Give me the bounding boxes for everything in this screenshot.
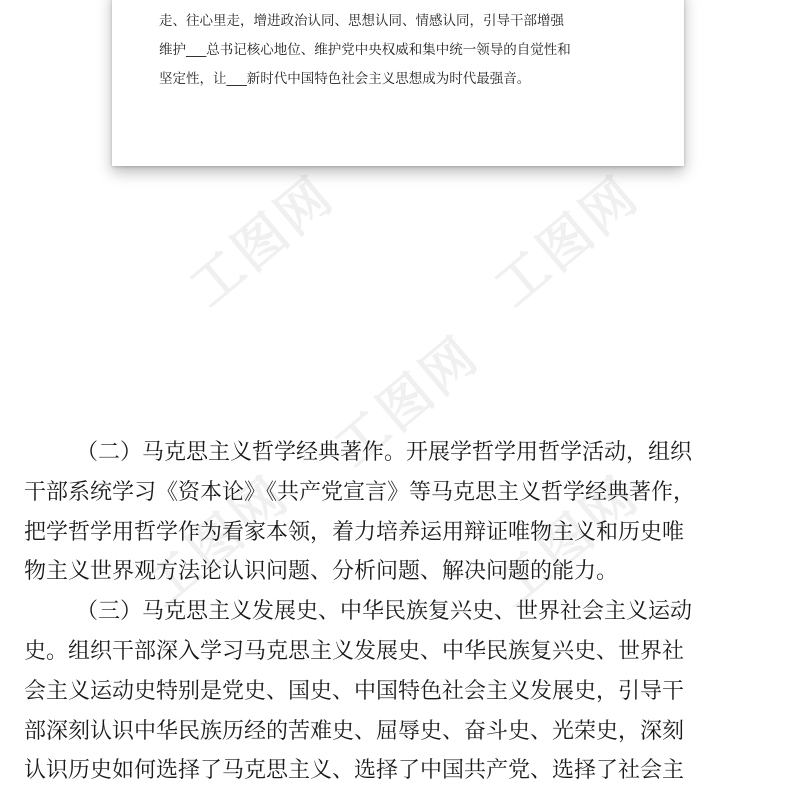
document-body [24, 433, 714, 791]
paragraph-line: （三）马克思主义发展史、中华民族复兴史、世界社会主义运动 [76, 599, 693, 625]
top-line: 走、往心里走，增进政治认同、思想认同、情感认同，引导干部增强 [159, 13, 564, 29]
paragraph-line: 会主义运动史特别是党史、国史、中国特色社会主义发展史，引导干 [24, 678, 685, 704]
paragraph-line: 物主义世界观方法论认识问题、分析问题、解决问题的能力。 [24, 559, 619, 585]
top-page-card [112, 0, 684, 166]
paragraph-line: 认识历史如何选择了马克思主义、选择了中国共产党、选择了社会主 [24, 758, 685, 784]
watermark: 工图网 [483, 464, 652, 619]
paragraph-line: 把学哲学用哲学作为看家本领，着力培养运用辩证唯物主义和历史唯 [24, 519, 685, 545]
paragraph-line: 史。组织干部深入学习马克思主义发展史、中华民族复兴史、世界社 [24, 638, 685, 664]
top-line: 维护___总书记核心地位、维护党中央权威和集中统一领导的自觉性和 [159, 42, 571, 58]
watermark: 工图网 [133, 464, 302, 619]
paragraph-line: 干部系统学习《资本论》《共产党宣言》等马克思主义哲学经典著作， [24, 479, 696, 505]
watermark: 工图网 [323, 324, 492, 479]
watermark: 工图网 [483, 164, 652, 319]
watermark: 工图网 [178, 164, 347, 319]
top-page-text [159, 7, 659, 94]
paragraph-line: 部深刻认识中华民族历经的苦难史、屈辱史、奋斗史、光荣史，深刻 [24, 718, 685, 744]
top-line: 坚定性，让___新时代中国特色社会主义思想成为时代最强音。 [159, 71, 531, 87]
paragraph-line: （二）马克思主义哲学经典著作。开展学哲学用哲学活动，组织 [76, 440, 693, 465]
